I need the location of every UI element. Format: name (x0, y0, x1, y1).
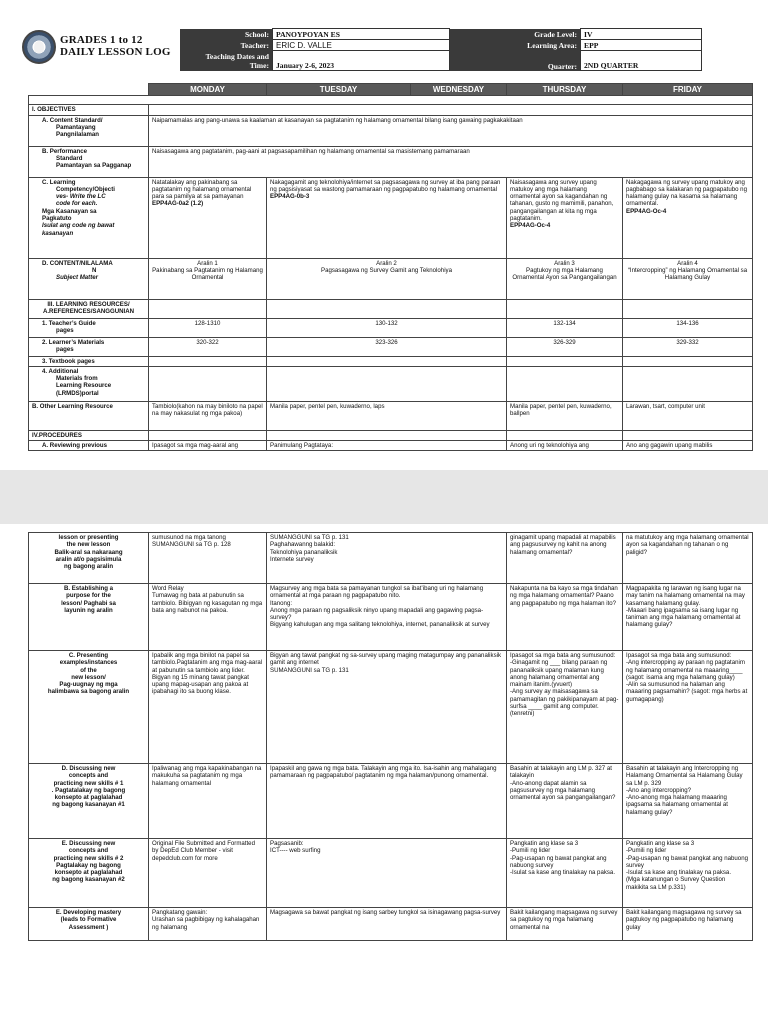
developing-mastery-friday: Bakit kailangang magsagawa ng survey sa pagtukoy ng pagpapatubo ng halamang gulay (623, 908, 753, 941)
reviewing-label-start: A. Reviewing previous (29, 441, 149, 451)
reviewing-friday: na matutukoy ang mga halamang ornamental ayon sa kagandahan ng tahanan o ng paligid? (623, 533, 753, 584)
tg-pages-friday: 134-136 (623, 318, 753, 337)
quarter-value: 2ND QUARTER (581, 51, 702, 71)
learners-materials-row (29, 337, 753, 356)
discussing-concepts-1-monday: Ipaliwanag ang mga kapakinabangan na makukuha sa pagtatanim ng mga halamang ornamental (149, 764, 267, 839)
developing-mastery-label: E. Developing mastery (leads to Formative Assessment ) (29, 908, 149, 941)
other-resources-monday: Tambiolo(kahon na may biniloto na papel na may nakasulat ng mga pakoa) (149, 401, 267, 430)
day-header-row (29, 84, 753, 96)
teachers-guide-row (29, 318, 753, 337)
day-header-monday: MONDAY (149, 84, 267, 96)
content-label: D. CONTENT/NILALAMA N Subject Matter (29, 258, 149, 299)
tg-pages-tuesday: 130-132 (267, 318, 507, 337)
presenting-examples-monday: Ipabalik ang mga binilot na papel sa tambiolo.Pagtatanim ang mga mag-aaral at pabunutin sa tambiolo ang lider. Bigyan ng 15 minang tawat pangkat upang mapag-usapan ang pakoa at ipabahagi ito sa buong klase. (149, 651, 267, 764)
textbook-pages-row (29, 356, 753, 366)
developing-mastery-tuesday: Magsagawa sa bawat pangkat ng isang sarbey tungkol sa isinagawang pagsa-survey (267, 908, 507, 941)
purpose-tuesday: Magsurvey ang mga bata sa pamayanan tungkol sa ibat’ibang uri ng halamang ornamental at mga paraan ng pagpapatubo nito. Itanong: Anong mga paraan ng pagsaliksik ninyo upang mapadali ang gagawing pagsa-survey? Bigyang kahulugan ang mga salitang teknolohiya, internet, pananaliksik at survey (267, 584, 507, 651)
resources-heading: III. LEARNING RESOURCES/ A.REFERENCES/SANGGUNIAN (29, 299, 149, 318)
competency-thursday: Naisasagawa ang survey upang matukoy ang mga halamang ornamental ayon sa kagandahan ng tahanan, gusto ng mamimili, panahon, pangangailangan at kita ng mga pagtatanim. EPP4AG-Oc-4 (507, 177, 623, 258)
area-label: Learning Area: (450, 40, 581, 51)
additional-materials-row (29, 366, 753, 401)
title-line-1: GRADES 1 to 12 (60, 34, 143, 46)
reviewing-monday-start: Ipasagot sa mga mag-aaral ang (149, 441, 267, 451)
teacher-label: Teacher: (180, 40, 273, 51)
day-header-friday: FRIDAY (623, 84, 753, 96)
dates-value: January 2-6, 2023 (273, 51, 450, 71)
title-line-2: DAILY LESSON LOG (60, 46, 171, 58)
day-header-thursday: THURSDAY (507, 84, 623, 96)
lesson-log-table-page-1 (28, 83, 753, 451)
content-standard-row (29, 115, 753, 146)
discussing-concepts-2-thursday: Pangkatin ang klase sa 3 -Pumili ng lider -Pag-usapan ng bawat pangkat ang nabuong survey -Isulat sa kase ang tinalakay na paksa. (507, 839, 623, 908)
purpose-friday: Magpapakita ng larawan ng isang lugar na may tanim na halamang ornamental na may kasamang halamang gulay. -Maaari bang ipagsama sa isang lugar ng taniman ang mga halamang ornamental at halamang gulay? (623, 584, 753, 651)
lesson-log-table-page-2 (28, 532, 753, 941)
reviewing-thursday: ginagamit upang mapadali at mapabilis ang pagsusurvey ng kahit na anong halamang ornamental? (507, 533, 623, 584)
reviewing-label: lesson or presenting the new lesson Balik-aral sa nakaraang aralin at/o pagsisimula ng bagong aralin (29, 533, 149, 584)
presenting-examples-friday: Ipasagot sa mga bata ang sumusunod: -Ang intercropping ay paraan ng pagtatanim ng halamang ornamental na maaaring____ (sagot: isama ang mga halamang gulay) -Alin sa sumusunod na halaman ang maaaring pagsamahin? (sagot: mga herbs at gumagapang) (623, 651, 753, 764)
developing-mastery-row (29, 908, 753, 941)
reviewing-monday: sumusunod na mga tanong SUMANGGUNI sa TG p. 128 (149, 533, 267, 584)
school-info-table (180, 28, 702, 71)
school-label: School: (180, 29, 273, 40)
discussing-concepts-1-row (29, 764, 753, 839)
quarter-label: Quarter: (450, 51, 581, 71)
reviewing-tuesday-start: Panimulang Pagtataya: (267, 441, 507, 451)
content-monday: Aralin 1 Pakinabang sa Pagtatanim ng Halamang Ornamental (149, 258, 267, 299)
reviewing-row (29, 533, 753, 584)
discussing-concepts-1-label: D. Discussing new concepts and practicing new skills # 1 . Pagtatalakay ng bagong konsepto at paglalahad ng bagong kasanayan #1 (29, 764, 149, 839)
lm-pages-friday: 329-332 (623, 337, 753, 356)
grade-label: Grade Level: (450, 29, 581, 40)
discussing-concepts-2-row (29, 839, 753, 908)
textbook-pages-label: 3. Textbook pages (29, 356, 149, 366)
discussing-concepts-2-tuesday: Pagsasanib: ICT---- web surfing (267, 839, 507, 908)
discussing-concepts-2-label: E. Discussing new concepts and practicing new skills # 2 Pagtalakay ng bagong konsepto at paglalahad ng bagong kasanayan #2 (29, 839, 149, 908)
developing-mastery-thursday: Bakit kailangang magsagawa ng survey sa pagtukoy ng mga halamang ornamental na (507, 908, 623, 941)
document-title (60, 34, 171, 58)
purpose-thursday: Nakapunta na ba kayo sa mga tindahan ng mga halamang ornamental? Paano ang pagpapatubo ng mga halaman ito? (507, 584, 623, 651)
school-value: PANOYPOYAN ES (273, 29, 450, 40)
learners-materials-label: 2. Learner’s Materials pages (29, 337, 149, 356)
other-resources-friday: Larawan, tsart, computer unit (623, 401, 753, 430)
discussing-concepts-1-friday: Basahin at talakayin ang Intercropping ng Halamang Ornamental sa Halamang Gulay sa LM p. 329 -Ano ang intercropping? -Ano-anong mga halamang maaaring ipagsama sa halamang ornamental at halamang gulay? (623, 764, 753, 839)
teachers-guide-label: 1. Teacher’s Guide pages (29, 318, 149, 337)
purpose-row (29, 584, 753, 651)
developing-mastery-monday: Pangkatang gawain: Urashan sa pagbibigay ng kahalagahan ng halamang (149, 908, 267, 941)
presenting-examples-thursday: Ipasagot sa mga bata ang sumusunod: -Ginagamit ng ___ bilang paraan ng pananaliksik upang malaman kung anong halamang ornamental ang mainam itanim.(yvuert) -Ang survey ay maisasagawa sa pamamagitan ng pakikipanayam at pag-surfsa ____ gamit ang computer.(tenretni) (507, 651, 623, 764)
performance-standard-value: Naisasagawa ang pagtatanim, pag-aani at pagsasapamilihan ng halamang ornamental sa masistemang pamamaraan (149, 146, 753, 177)
other-resources-row (29, 401, 753, 430)
discussing-concepts-2-friday: Pangkatin ang klase sa 3 -Pumili ng lider -Pag-usapan ng bawat pangkat ang nabuong survey -Isulat sa kase ang tinalakay na paksa. (Mga katanungan o Survey Question makikita sa LM p.331) (623, 839, 753, 908)
page-2 (0, 524, 768, 1024)
dates-label: Teaching Dates and Time: (180, 51, 273, 71)
page-1 (0, 0, 768, 470)
grade-value: IV (581, 29, 702, 40)
reviewing-friday-start: Ano ang gagawin upang mabilis (623, 441, 753, 451)
reviewing-row-start (29, 441, 753, 451)
lm-pages-monday: 320-322 (149, 337, 267, 356)
content-standard-label: A. Content Standard/ Pamantayang Pangnilalaman (29, 115, 149, 146)
area-value: EPP (581, 40, 702, 51)
document-header (22, 28, 750, 74)
procedures-heading: IV.PROCEDURES (29, 430, 149, 440)
teacher-value: ERIC D. VALLE (273, 40, 450, 51)
presenting-examples-tuesday: Bigyan ang tawat pangkat ng sa-survey upang maging matagumpay ang pananaliksik gamit ang internet SUMANGGUNI sa TG p. 131 (267, 651, 507, 764)
content-row (29, 258, 753, 299)
other-resources-tuesday: Manila paper, pentel pen, kuwaderno, laps (267, 401, 507, 430)
lm-pages-tuesday: 323-326 (267, 337, 507, 356)
competency-friday: Nakagagawa ng survey upang matukoy ang pagbabago sa kalakaran ng pagpapatubo ng halamang gulay na kasama sa halamang ornamental. EPP4AG-Oc-4 (623, 177, 753, 258)
performance-standard-label: B. Performance Standard Pamantayan sa Pagganap (29, 146, 149, 177)
lm-pages-thursday: 326-329 (507, 337, 623, 356)
discussing-concepts-1-tuesday: Ipapaskil ang gawa ng mga bata. Talakayin ang mga ito. Isa-isahin ang mahalagang pamamaraan ng pagpapatubo/ pagtatanim ng mga halaman/punong ornamental. (267, 764, 507, 839)
competency-tuesday: Nakagagamit ang teknolohiya/internet sa pagsasagawa ng survey at iba pang paraan ng pagsisiyasat sa wastong pamamaraan ng pagpapatubo ng halamang ornamental EPP4AG-0b-3 (267, 177, 507, 258)
objectives-heading: I. OBJECTIVES (29, 105, 149, 115)
presenting-examples-label: C. Presenting examples/instances of the new lesson/ Pag-uugnay ng mga halimbawa sa bagong aralin (29, 651, 149, 764)
purpose-label: B. Establishing a purpose for the lesson/ Paghabi sa layunin ng aralin (29, 584, 149, 651)
learning-competency-label: C. Learning Competency/Objecti ves- Write the LC code for each. Mga Kasanayan sa Pagkatuto Isulat ang code ng bawat kasanayan (29, 177, 149, 258)
tg-pages-thursday: 132-134 (507, 318, 623, 337)
learning-competency-row (29, 177, 753, 258)
day-header-wednesday: WEDNESDAY (411, 84, 507, 96)
reviewing-tuesday: SUMANGGUNI sa TG p. 131 Paghahawanng balakid: Teknolohiya pananaliksik Internete survey (267, 533, 507, 584)
discussing-concepts-2-monday: Original File Submitted and Formatted by DepEd Club Member - visit depedclub.com for more (149, 839, 267, 908)
resources-heading-row (29, 299, 753, 318)
content-friday: Aralin 4 “Intercropping” ng Halamang Ornamental sa Halamang Gulay (623, 258, 753, 299)
additional-materials-label: 4. Additional Materials from Learning Resource (LRMDS)portal (29, 366, 149, 401)
deped-seal-icon (22, 30, 56, 64)
discussing-concepts-1-thursday: Basahin at talakayin ang LM p. 327 at talakayin -Ano-anong dapat alamin sa pagsusurvey ng mga halamang ornamental ayon sa pangangailangan? (507, 764, 623, 839)
performance-standard-row (29, 146, 753, 177)
content-standard-value: Naipamamalas ang pang-unawa sa kaalaman at kasanayan sa pagtatanim ng halamang ornamental bilang isang gawaing pagkakakitaan (149, 115, 753, 146)
content-thursday: Aralin 3 Pagtukoy ng mga Halamang Ornamental Ayon sa Pangangailangan (507, 258, 623, 299)
day-header-tuesday: TUESDAY (267, 84, 411, 96)
procedures-heading-row (29, 430, 753, 440)
presenting-examples-row (29, 651, 753, 764)
purpose-monday: Word Relay Tumawag ng bata at pabunutin sa tambiolo. Bibigyan ng kasagutan ng mga bata ang nabunot na pakoa. (149, 584, 267, 651)
tg-pages-monday: 128-1310 (149, 318, 267, 337)
competency-monday: Natatalakay ang pakinabang sa pagtatanim ng halamang ornamental para sa pamilya at sa pamayanan EPP4AG-0a2 (1.2) (149, 177, 267, 258)
other-resources-label: B. Other Learning Resource (29, 401, 149, 430)
content-tuesday: Aralin 2 Pagsasagawa ng Survey Gamit ang Teknolohiya (267, 258, 507, 299)
objectives-heading-row (29, 105, 753, 115)
reviewing-thursday-start: Anong uri ng teknolohiya ang (507, 441, 623, 451)
other-resources-thursday: Manila paper, pentel pen, kuwaderno, ballpen (507, 401, 623, 430)
